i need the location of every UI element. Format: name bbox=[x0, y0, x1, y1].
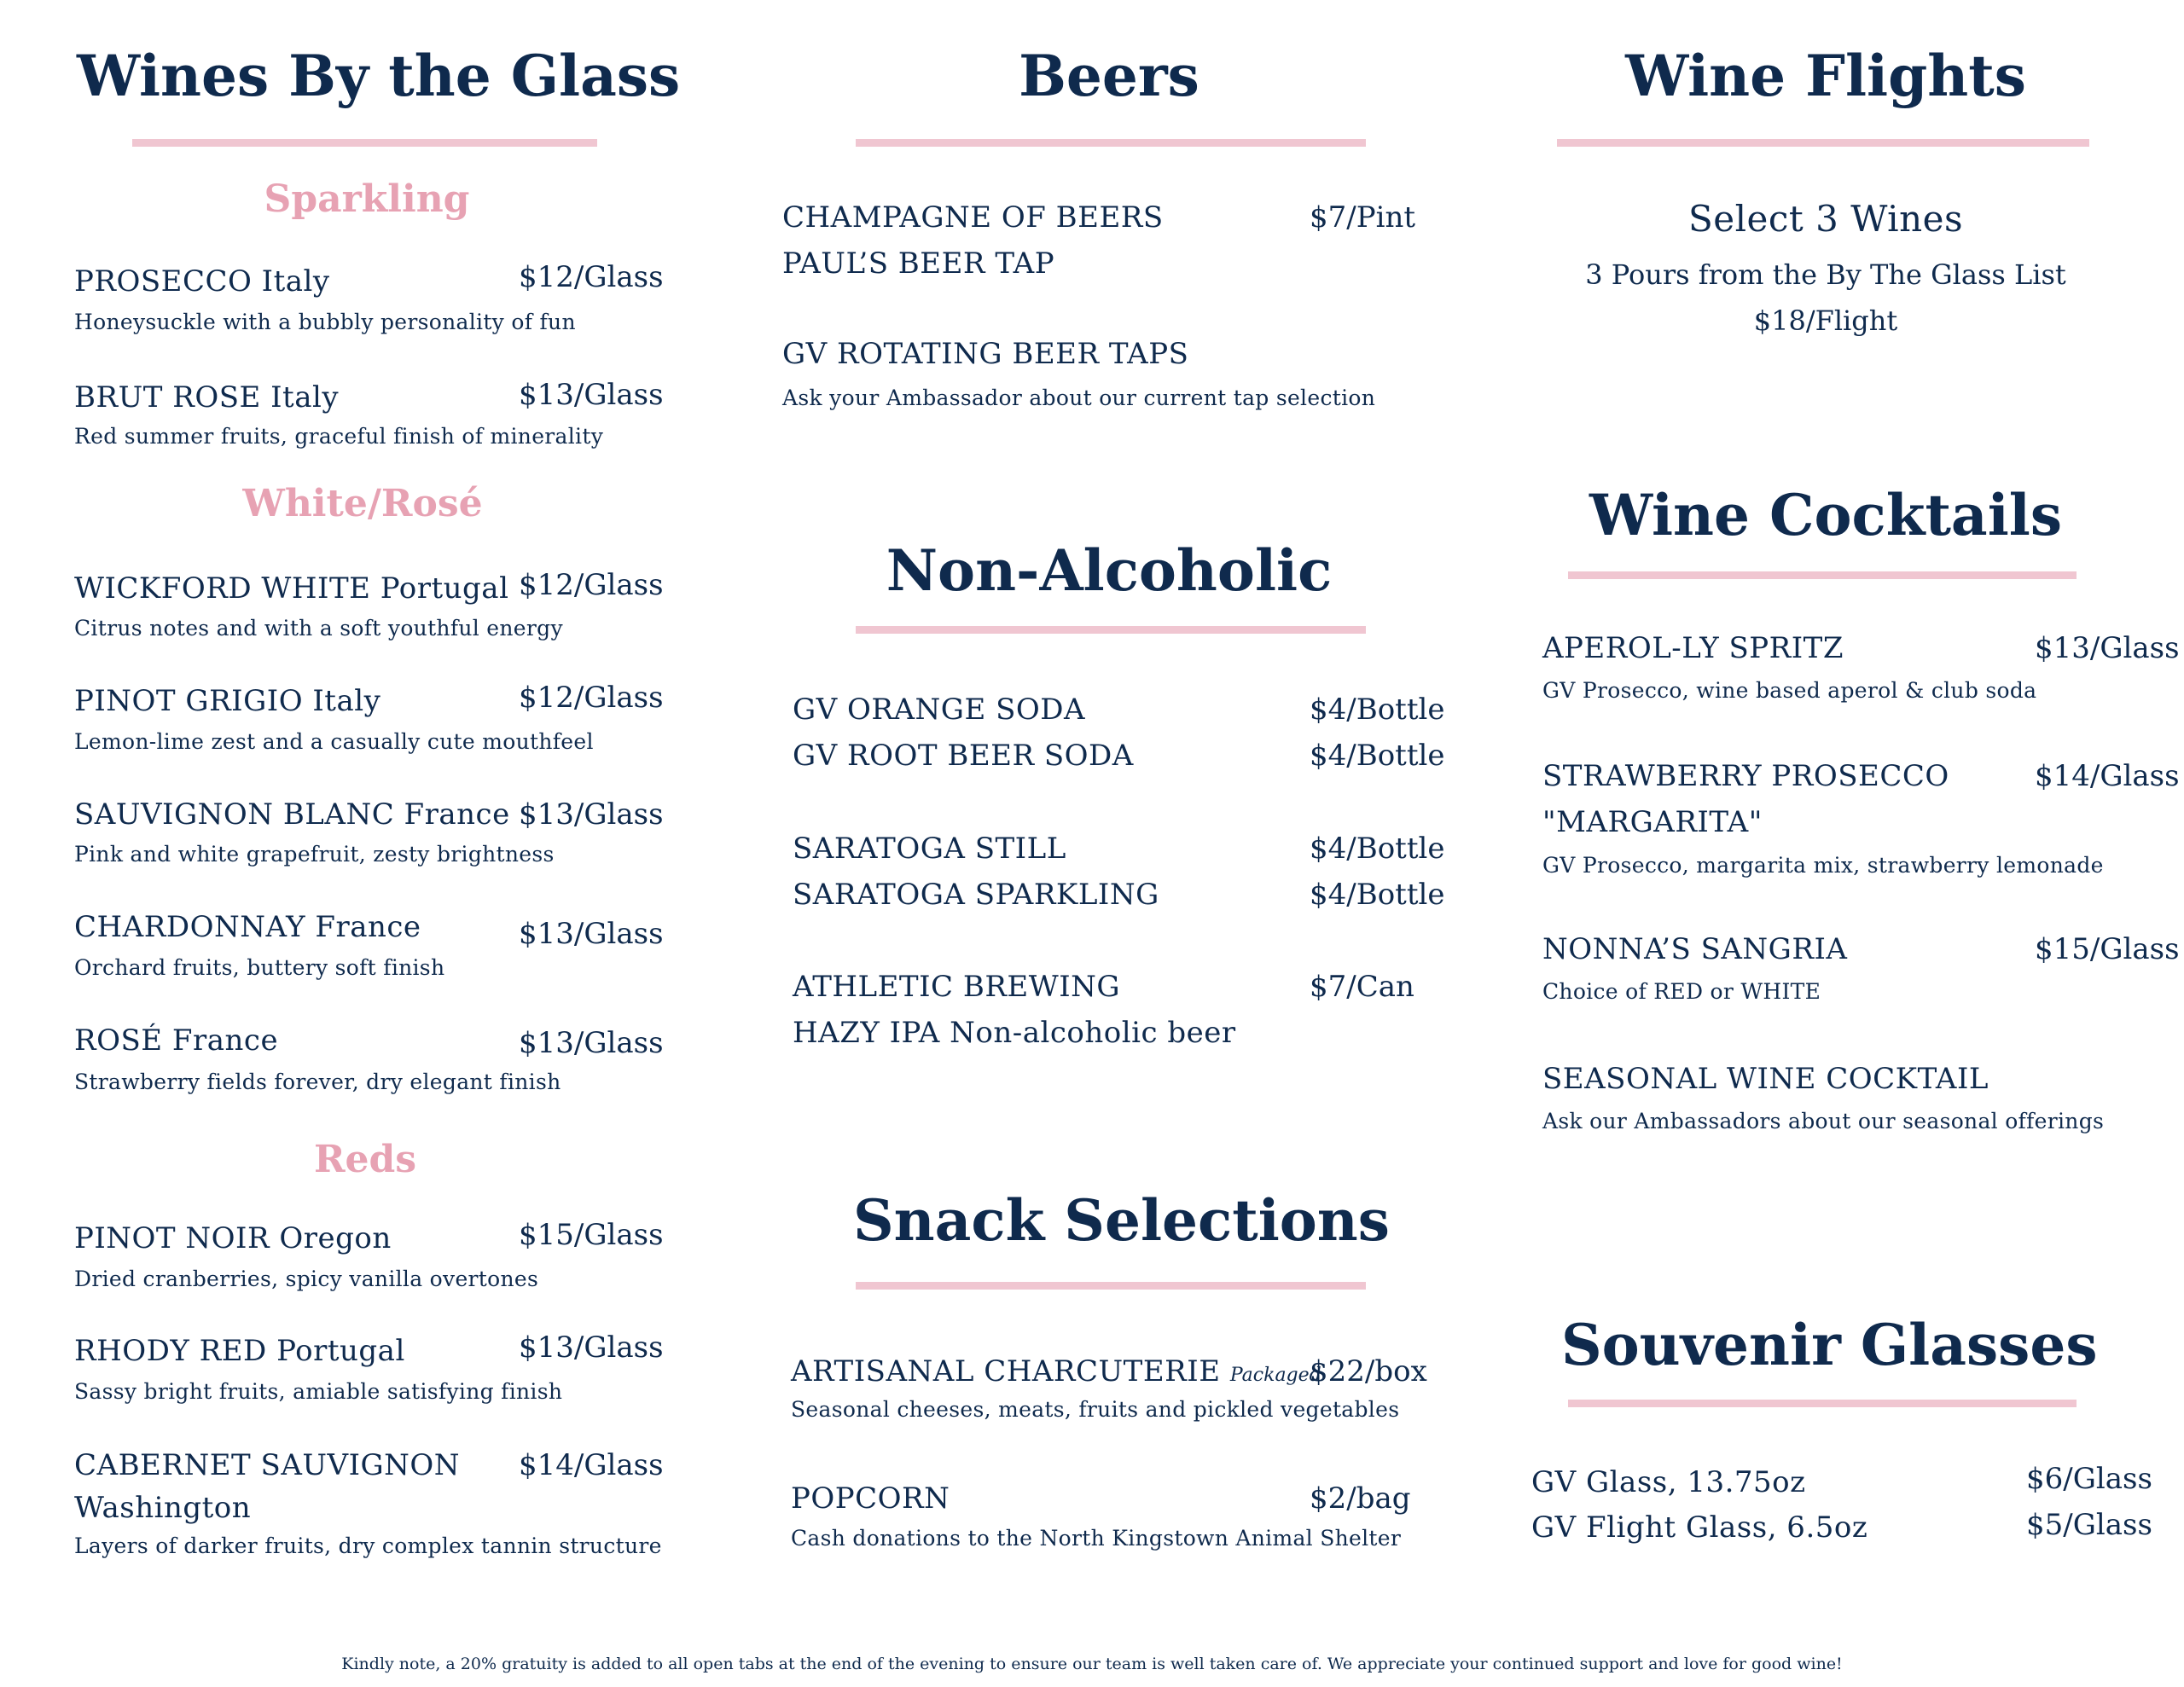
menu-item-name: APEROL-LY SPRITZ bbox=[1542, 631, 1844, 665]
menu-item-price: $4/Bottle bbox=[1310, 739, 1445, 773]
menu-item-name-line2: PAUL’S BEER TAP bbox=[782, 246, 1055, 281]
menu-item-price: $7/Pint bbox=[1310, 200, 1416, 235]
snack-selections-divider bbox=[856, 1282, 1366, 1290]
non-alcoholic-title: Non-Alcoholic bbox=[886, 537, 1333, 604]
menu-item-name: BRUT ROSE Italy bbox=[74, 380, 340, 415]
menu-item-price: $13/Glass bbox=[519, 1026, 664, 1060]
menu-item-name: SEASONAL WINE COCKTAIL bbox=[1542, 1062, 1989, 1096]
menu-item-price: $13/Glass bbox=[519, 797, 664, 832]
menu-item-description: GV Prosecco, margarita mix, strawberry lemonade bbox=[1542, 853, 2104, 878]
menu-item-price: $12/Glass bbox=[519, 260, 664, 294]
menu-item-description: Orchard fruits, buttery soft finish bbox=[74, 955, 445, 980]
snack-selections-title: Snack Selections bbox=[853, 1187, 1390, 1254]
wines-by-glass-title: Wines By the Glass bbox=[77, 43, 681, 109]
menu-item-description: Lemon-lime zest and a casually cute mouthfeel bbox=[74, 729, 594, 754]
menu-item-name-line2: Washington bbox=[74, 1491, 252, 1525]
gratuity-note: Kindly note, a 20% gratuity is added to all open tabs at the end of the evening to ensure our team is well taken care of. We appreciate your continued support and love for good wine! bbox=[341, 1655, 1843, 1673]
wine-flights-pours: 3 Pours from the By The Glass List bbox=[1585, 258, 2066, 291]
menu-item-name: GV Glass, 13.75oz bbox=[1531, 1465, 1806, 1499]
wine-flights-divider bbox=[1557, 139, 2089, 147]
menu-item-price: $5/Glass bbox=[2026, 1508, 2152, 1542]
menu-item-description: Sassy bright fruits, amiable satisfying finish bbox=[74, 1379, 563, 1404]
sparkling-heading: Sparkling bbox=[264, 177, 470, 221]
menu-item-name: STRAWBERRY PROSECCO bbox=[1542, 759, 1949, 793]
menu-item-name: WICKFORD WHITE Portugal bbox=[74, 571, 509, 606]
menu-item-price: $6/Glass bbox=[2026, 1462, 2152, 1496]
menu-item-description: GV Prosecco, wine based aperol & club soda bbox=[1542, 678, 2037, 703]
menu-item-description: Ask your Ambassador about our current tap selection bbox=[782, 386, 1376, 410]
menu-item-name: NONNA’S SANGRIA bbox=[1542, 932, 1848, 966]
wine-cocktails-title: Wine Cocktails bbox=[1589, 482, 2062, 548]
menu-item-description: Ask our Ambassadors about our seasonal offerings bbox=[1542, 1109, 2105, 1133]
menu-item-name-text: ARTISANAL CHARCUTERIE bbox=[791, 1354, 1221, 1388]
menu-item-description: Red summer fruits, graceful finish of minerality bbox=[74, 424, 604, 449]
menu-item-description: Citrus notes and with a soft youthful energy bbox=[74, 616, 563, 641]
menu-item-price: $15/Glass bbox=[2035, 932, 2180, 966]
packaged-tag: Packaged bbox=[1229, 1365, 1321, 1386]
menu-item-name: SARATOGA SPARKLING bbox=[793, 878, 1159, 912]
reds-heading: Reds bbox=[313, 1138, 417, 1181]
menu-item-name: ROSÉ France bbox=[74, 1023, 279, 1058]
menu-item-name: PINOT GRIGIO Italy bbox=[74, 684, 381, 718]
menu-item-name-line2: "MARGARITA" bbox=[1542, 805, 1763, 839]
menu-item-description: Dried cranberries, spicy vanilla overtones bbox=[74, 1267, 539, 1291]
menu-item-name: CABERNET SAUVIGNON bbox=[74, 1448, 461, 1482]
menu-item-price: $22/box bbox=[1310, 1354, 1427, 1388]
menu-item-price: $12/Glass bbox=[519, 568, 664, 602]
menu-item-price: $4/Bottle bbox=[1310, 693, 1445, 727]
menu-item-description: Strawberry fields forever, dry elegant finish bbox=[74, 1070, 561, 1094]
menu-item-price: $15/Glass bbox=[519, 1218, 664, 1252]
menu-item-name: CHAMPAGNE OF BEERS bbox=[782, 200, 1164, 235]
menu-item-name: PROSECCO Italy bbox=[74, 264, 330, 299]
menu-item-name: GV ROTATING BEER TAPS bbox=[782, 337, 1189, 371]
menu-item-description: Honeysuckle with a bubbly personality of fun bbox=[74, 310, 576, 334]
wine-flights-title: Wine Flights bbox=[1625, 43, 2026, 109]
beers-title: Beers bbox=[1019, 43, 1199, 109]
menu-item-price: $4/Bottle bbox=[1310, 878, 1445, 912]
menu-item-price: $2/bag bbox=[1310, 1481, 1411, 1516]
souvenir-glasses-title: Souvenir Glasses bbox=[1561, 1312, 2098, 1378]
menu-item-name: CHARDONNAY France bbox=[74, 910, 421, 944]
menu-item-description: Cash donations to the North Kingstown Animal Shelter bbox=[791, 1526, 1402, 1551]
menu-item-name: POPCORN bbox=[791, 1481, 950, 1516]
menu-item-name: GV ROOT BEER SODA bbox=[793, 739, 1134, 773]
beers-divider bbox=[856, 139, 1366, 147]
menu-item-description: Choice of RED or WHITE bbox=[1542, 979, 1821, 1004]
menu-item-name: GV ORANGE SODA bbox=[793, 693, 1086, 727]
white-rose-heading: White/Rosé bbox=[242, 482, 483, 525]
menu-item-name-line2: HAZY IPA Non-alcoholic beer bbox=[793, 1016, 1236, 1050]
menu-item-price: $4/Bottle bbox=[1310, 832, 1445, 866]
menu-item-price: $13/Glass bbox=[519, 917, 664, 951]
menu-item-name: GV Flight Glass, 6.5oz bbox=[1531, 1510, 1868, 1545]
menu-item-name: RHODY RED Portugal bbox=[74, 1334, 405, 1368]
menu-item-name: ATHLETIC BREWING bbox=[793, 970, 1121, 1004]
menu-item-name: SARATOGA STILL bbox=[793, 832, 1066, 866]
menu-item-name: SAUVIGNON BLANC France bbox=[74, 797, 510, 832]
menu-item-price: $7/Can bbox=[1310, 970, 1414, 1004]
menu-item-price: $14/Glass bbox=[2035, 759, 2180, 793]
wines-by-glass-divider bbox=[132, 139, 597, 147]
menu-item-name: PINOT NOIR Oregon bbox=[74, 1221, 392, 1255]
menu-item-price: $12/Glass bbox=[519, 681, 664, 715]
menu-item-price: $13/Glass bbox=[2035, 631, 2180, 665]
souvenir-glasses-divider bbox=[1568, 1400, 2077, 1407]
menu-item-description: Seasonal cheeses, meats, fruits and pickled vegetables bbox=[791, 1397, 1400, 1422]
menu-item-price: $13/Glass bbox=[519, 378, 664, 412]
wine-flights-price: $18/Flight bbox=[1753, 304, 1898, 337]
menu-item-price: $13/Glass bbox=[519, 1330, 664, 1365]
non-alcoholic-divider bbox=[856, 626, 1366, 634]
menu-item-description: Layers of darker fruits, dry complex tannin structure bbox=[74, 1533, 662, 1558]
wine-flights-select: Select 3 Wines bbox=[1687, 198, 1964, 240]
menu-item-price: $14/Glass bbox=[519, 1448, 664, 1482]
menu-item-description: Pink and white grapefruit, zesty brightness bbox=[74, 842, 555, 867]
wine-cocktails-divider bbox=[1568, 571, 2077, 579]
menu-item-name bbox=[791, 1354, 1321, 1388]
